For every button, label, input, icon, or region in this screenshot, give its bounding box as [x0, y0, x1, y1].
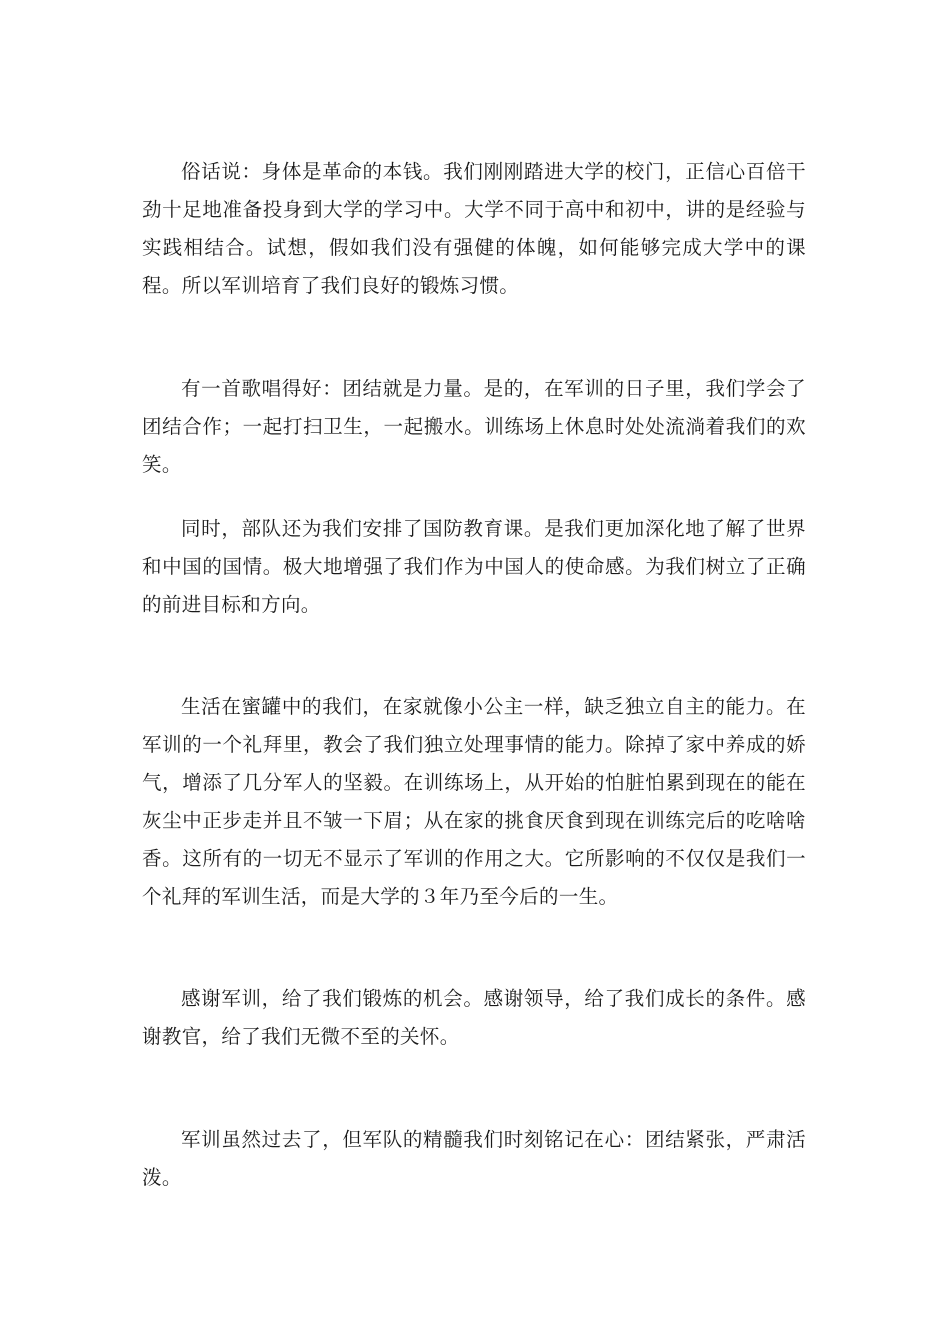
paragraph-unity: 有一首歌唱得好：团结就是力量。是的，在军训的日子里，我们学会了团结合作；一起打扫卫生，一起搬水。训练场上休息时处处流淌着我们的欢笑。 [142, 377, 806, 476]
paragraph-defense-education: 同时，部队还为我们安排了国防教育课。是我们更加深化地了解了世界和中国的国情。极大地增强了我们作为中国人的使命感。为我们树立了正确的前进目标和方向。 [142, 517, 806, 616]
paragraph-conclusion: 军训虽然过去了，但军队的精髓我们时刻铭记在心：团结紧张，严肃活泼。 [142, 1128, 806, 1189]
paragraph-gratitude: 感谢军训，给了我们锻炼的机会。感谢领导，给了我们成长的条件。感谢教官，给了我们无微不至的关怀。 [142, 987, 806, 1048]
paragraph-body-fitness: 俗话说：身体是革命的本钱。我们刚刚踏进大学的校门，正信心百倍干劲十足地准备投身到大学的学习中。大学不同于高中和初中，讲的是经验与实践相结合。试想，假如我们没有强健的体魄，如何能够完成大学中的课程。所以军训培育了我们良好的锻炼习惯。 [142, 160, 806, 297]
paragraph-independence: 生活在蜜罐中的我们，在家就像小公主一样，缺乏独立自主的能力。在军训的一个礼拜里，教会了我们独立处理事情的能力。除掉了家中养成的娇气，增添了几分军人的坚毅。在训练场上，从开始的怕脏怕累到现在的能在灰尘中正步走并且不皱一下眉；从在家的挑食厌食到现在训练完后的吃啥啥香。这所有的一切无不显示了军训的作用之大。它所影响的不仅仅是我们一个礼拜的军训生活，而是大学的３年乃至今后的一生。 [142, 695, 806, 908]
